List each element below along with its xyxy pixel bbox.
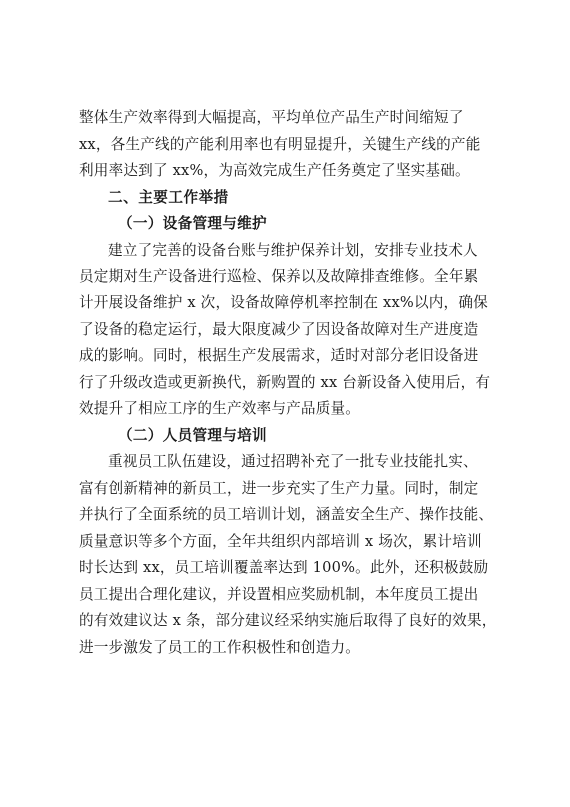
paragraph-line: 计开展设备维护 x 次，设备故障停机率控制在 xx%以内，确保 — [79, 294, 488, 311]
paragraph-line: 进一步激发了员工的工作积极性和创造力。 — [79, 639, 361, 656]
subsection-heading-equipment: （一）设备管理与维护 — [118, 215, 267, 232]
paragraph-line: 了设备的稳定运行，最大限度减少了因设备故障对生产进度造 — [79, 321, 479, 338]
section-heading: 二、主要工作举措 — [108, 189, 229, 206]
paragraph-line: 的有效建议达 x 条，部分建议经采纳实施后取得了良好的效果， — [79, 612, 497, 629]
paragraph-line: 建立了完善的设备台账与维护保养计划，安排专业技术人 — [108, 242, 478, 259]
paragraph-line: 成的影响。同时，根据生产发展需求，适时对部分老旧设备进 — [79, 347, 479, 364]
paragraph-line: 时长达到 xx，员工培训覆盖率达到 100%。此外，还积极鼓励 — [79, 559, 489, 576]
paragraph-line: 效提升了相应工序的生产效率与产品质量。 — [79, 400, 361, 417]
paragraph-line: 行了升级改造或更新换代，新购置的 xx 台新设备入使用后，有 — [79, 374, 491, 391]
intro-line: 整体生产效率得到大幅提高，平均单位产品生产时间缩短了 — [79, 109, 464, 126]
intro-line: 利用率达到了 xx%，为高效完成生产任务奠定了坚实基础。 — [79, 162, 470, 179]
paragraph-line: 并执行了全面系统的员工培训计划，涵盖安全生产、操作技能、 — [79, 506, 494, 523]
paragraph-line: 员工提出合理化建议，并设置相应奖励机制，本年度员工提出 — [79, 586, 479, 603]
paragraph-line: 重视员工队伍建设，通过招聘补充了一批专业技能扎实、 — [108, 453, 478, 470]
paragraph-line: 质量意识等多个方面，全年共组织内部培训 x 场次，累计培训 — [79, 533, 482, 550]
paragraph-line: 富有创新精神的新员工，进一步充实了生产力量。同时，制定 — [79, 480, 479, 497]
paragraph-line: 员定期对生产设备进行巡检、保养以及故障排查维修。全年累 — [79, 268, 479, 285]
subsection-heading-personnel: （二）人员管理与培训 — [118, 427, 267, 444]
intro-line: xx，各生产线的产能利用率也有明显提升，关键生产线的产能 — [79, 136, 481, 153]
